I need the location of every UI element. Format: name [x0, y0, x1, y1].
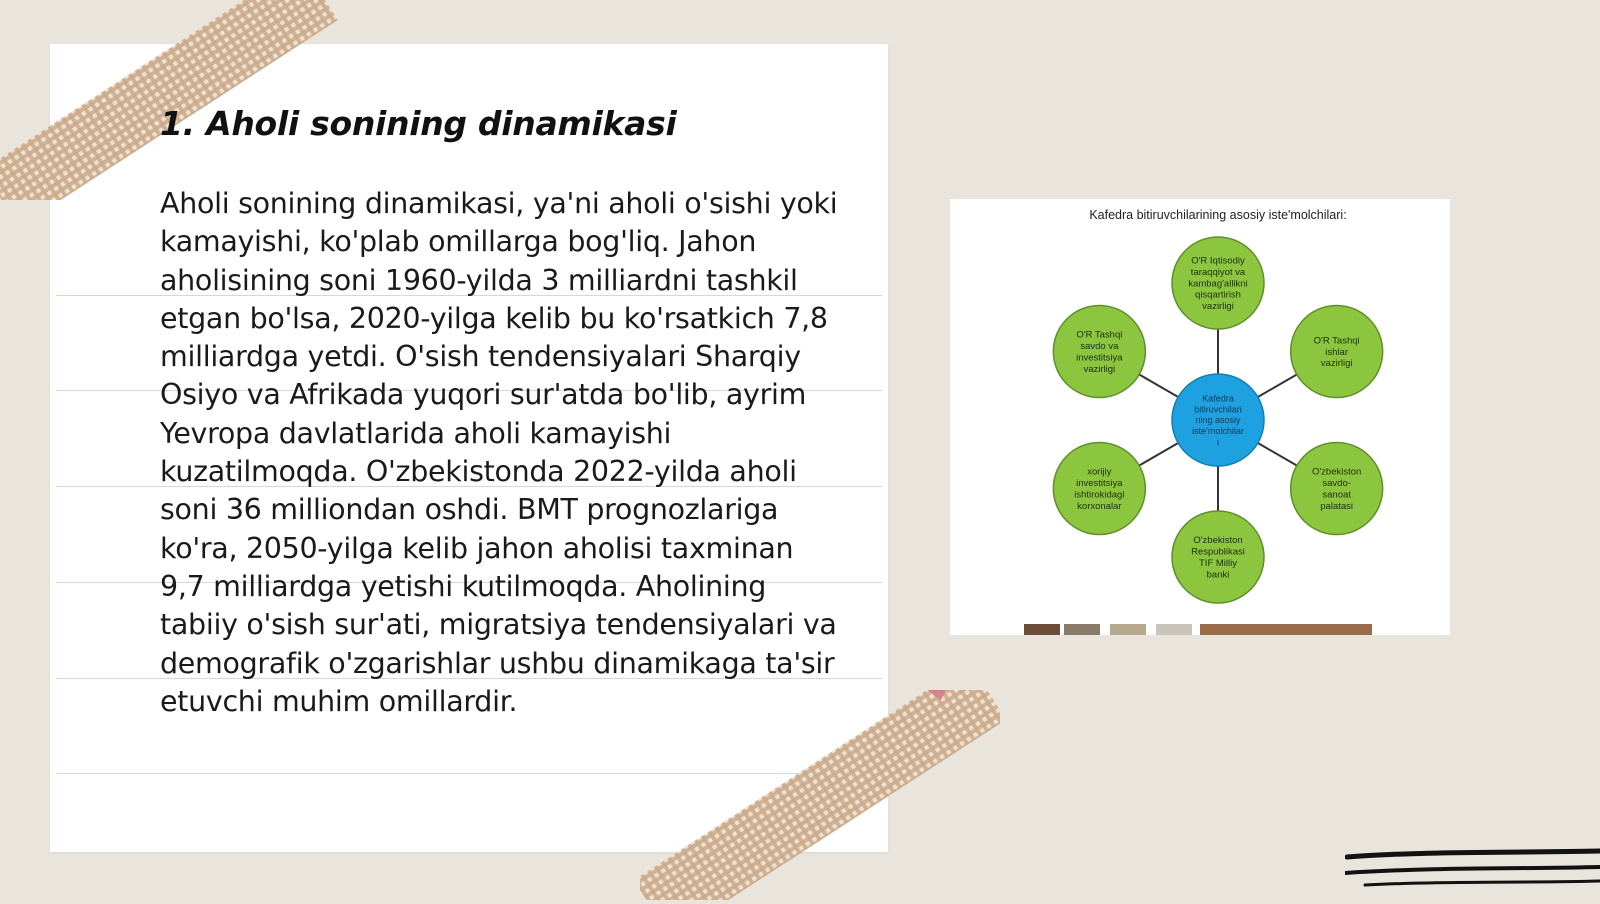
diagram-center-label: ning asosiy: [1195, 415, 1241, 426]
diagram-node-label: vazirligi: [1320, 358, 1353, 370]
diagram-node-label: savdo-: [1322, 478, 1351, 490]
diagram-center-node: [1172, 374, 1264, 466]
diagram-node-label: korxonalar: [1077, 500, 1122, 512]
diagram-node-label: Respublikasi: [1191, 546, 1245, 558]
diagram-connector: [1139, 443, 1178, 466]
diagram-node-label: taraqqiyot va: [1190, 266, 1246, 278]
diagram-node: [1053, 443, 1145, 535]
photo-strip: [1024, 624, 1372, 635]
diagram-center-label: iste'molchilar: [1192, 425, 1244, 436]
diagram-connector: [1139, 375, 1178, 398]
washi-tape-bottom: [640, 690, 1000, 900]
diagram-center-label: i: [1217, 436, 1219, 447]
diagram-node-label: banki: [1206, 569, 1230, 581]
diagram-title: Kafedra bitiruvchilarining asosiy iste'molchilari:: [1089, 208, 1347, 222]
diagram-center-label: Kafedra: [1202, 393, 1234, 404]
diagram-node-label: kambag'allikni: [1188, 278, 1248, 290]
washi-tape-top: [0, 0, 340, 200]
diagram-node-label: O'zbekiston: [1193, 535, 1243, 547]
diagram-node-label: O'zbekiston: [1311, 466, 1362, 478]
diagram-node: [1053, 306, 1145, 398]
diagram-node-label: sanoat: [1322, 489, 1351, 501]
diagram-node-label: TIF Milliy: [1199, 558, 1237, 570]
diagram-node-label: ishlar: [1325, 346, 1348, 358]
slide-title: 1. Aholi sonining dinamikasi: [160, 104, 677, 143]
diagram-node: [1172, 237, 1264, 329]
diagram-node-label: investitsiya: [1076, 478, 1123, 490]
diagram-node-label: investitsiya: [1076, 352, 1123, 364]
diagram-connector: [1258, 375, 1297, 398]
diagram-node: [1172, 511, 1264, 603]
consumers-diagram: [950, 199, 1450, 635]
diagram-node-label: xorijiy: [1087, 466, 1112, 478]
diagram-node: [1291, 306, 1383, 398]
diagram-node-label: qisqartirish: [1195, 289, 1241, 301]
diagram-node-label: savdo va: [1080, 341, 1119, 353]
diagram-node-label: O'R Iqtisodiy: [1191, 255, 1245, 267]
diagram-node: [1291, 443, 1383, 535]
diagram-center-label: bitiruvchilari: [1194, 404, 1242, 415]
diagram-picture: [950, 199, 1450, 635]
diagram-node-label: vazirligi: [1202, 301, 1234, 313]
diagram-node-label: palatasi: [1320, 500, 1354, 512]
brush-stroke-decoration: [1345, 845, 1600, 904]
diagram-node-label: vazirligi: [1083, 363, 1116, 375]
slide-body-text: Aholi sonining dinamikasi, ya'ni aholi o'sishi yoki kamayishi, ko'plab omillarga bog'liq. Jahon aholisining soni 1960-yilda 3 milliardni tashkil etgan bo'lsa, 2020-yilga kelib bu ko'rsatkich 7,8 milliardga yetdi. O'sish tendensiyalari Sharqiy Osiyo va Afrikada yuqori sur'atda bo'lib, ayrim Yevropa davlatlarida aholi kamayishi kuzatilmoqda. O'zbekistonda 2022-yilda aholi soni 36 milliondan oshdi. BMT prognozlariga ko'ra, 2050-yilga kelib jahon aholisi taxminan 9,7 milliardga yetishi kutilmoqda. Aholining tabiiy o'sish sur'ati, migratsiya tendensiyalari va demografik o'zgarishlar ushbu dinamikaga ta'sir etuvchi muhim omillardir.: [160, 187, 838, 718]
diagram-node-label: O'R Tashqi: [1076, 329, 1123, 341]
diagram-node-label: ishtirokidagi: [1074, 489, 1125, 501]
diagram-connector: [1258, 443, 1297, 466]
diagram-node-label: O'R Tashqi: [1313, 335, 1360, 347]
